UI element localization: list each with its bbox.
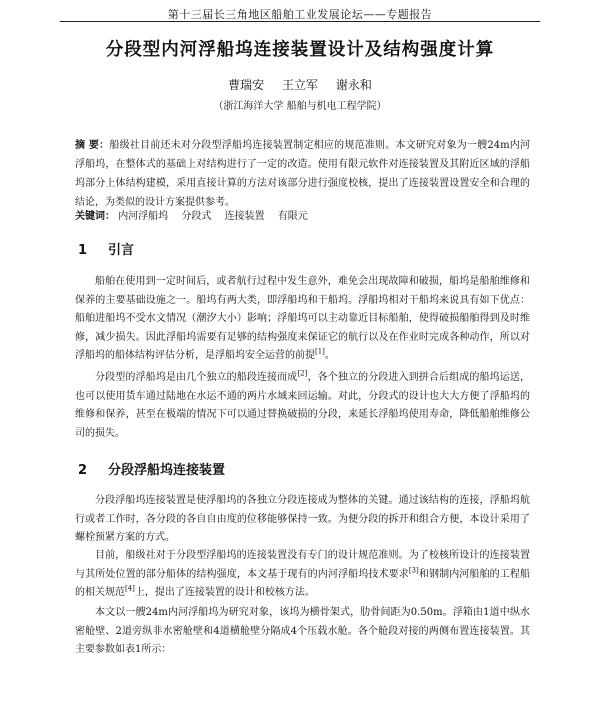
keyword: 连接装置 xyxy=(224,211,265,222)
paragraph-text-mid: 和钢制内河船舶的工程船的相关规范 xyxy=(75,568,531,598)
header-divider xyxy=(60,21,540,22)
section-title: 分段浮船坞连接装置 xyxy=(108,463,226,478)
author-list xyxy=(0,76,600,93)
body-paragraph xyxy=(75,369,530,443)
citation: [3] xyxy=(408,566,419,575)
body-paragraph xyxy=(75,273,530,366)
author-name: 王立军 xyxy=(281,78,318,92)
paragraph-text: 分段型的浮船坞是由几个独立的船段连接而成 xyxy=(95,372,298,383)
abstract xyxy=(75,136,530,212)
citation: [2] xyxy=(297,369,308,378)
paragraph-text: 分段浮船坞连接装置是使浮船坞的各独立分段连接成为整体的关键。通过该结构的连接，浮船坞航行或者工作时，各分段的各自自由度的位移能够保持一致。为便分段的拆开和组合方便，本设计采用了螺栓预紧方案的方式。 xyxy=(75,495,530,543)
section-number: 2 xyxy=(78,463,88,478)
keyword: 内河浮船坞 xyxy=(118,211,169,222)
section-title: 引言 xyxy=(108,243,135,258)
body-paragraph xyxy=(75,547,530,603)
paragraph-end: 。 xyxy=(324,350,335,361)
keywords-label: 关键词： xyxy=(75,211,115,222)
abstract-label: 摘 要： xyxy=(75,140,110,151)
paragraph-end: ，各个独立的分段进入到拼合后组成的船坞运送，也可以使用货车通过陆地在水运不通的两片水域来回运输。对此，分段式的设计也大大方便了浮船坞的维修和保养，甚至在极端的情况下可以通过替换破损的分段，来延长浮船坞使用寿命，降低船舶维修公司的损失。 xyxy=(75,372,531,439)
keyword: 有限元 xyxy=(277,211,308,222)
keywords xyxy=(75,209,530,225)
paper-title: 分段型内河浮船坞连接装置设计及结构强度计算 xyxy=(105,40,495,60)
paragraph-end: 上，提出了连接装置的设计和校核方法。 xyxy=(134,587,315,598)
paragraph-text: 船舶在使用到一定时间后，或者航行过程中发生意外，难免会出现故障和破损，船坞是船舶维修和保养的主要基础设施之一。船坞有两大类，即浮船坞和干船坞。浮船坞相对干船坞来说具有如下优点：船舶进船坞不受水文情况（潮汐大小）影响；浮船坞可以主动靠近目标船舶，使得破损船舶得到及时维修，减少损失。因此浮船坞需要有足够的结构强度来保证它的航行以及在作业时完成各种动作，所以对浮船坞的船体结构评估分析，是浮船坞安全运营的前提 xyxy=(75,276,530,361)
author-name: 谢永和 xyxy=(335,78,372,92)
abstract-text: 船级社目前还未对分段型浮船坞连接装置制定相应的规范准则。本文研究对象为一艘24m内河浮船坞，在整体式的基础上对结构进行了一定的改造。使用有限元软件对连接装置及其附近区域的浮船坞部分上体结构建模，采用直接计算的方法对该部分进行强度校核，提出了连接装置设置安全和合理的结论，为类似的设计方案提供参考。 xyxy=(75,140,530,208)
body-paragraph xyxy=(75,604,530,660)
author-name: 曹瑞安 xyxy=(228,78,265,92)
affiliation: （浙江海洋大学 船舶与机电工程学院） xyxy=(213,101,387,112)
body-paragraph xyxy=(75,492,530,548)
keyword: 分段式 xyxy=(181,211,212,222)
section-heading xyxy=(78,239,134,258)
section-heading xyxy=(78,459,225,478)
citation: [4] xyxy=(125,584,135,593)
section-number: 1 xyxy=(78,243,88,258)
paragraph-text: 目前，船级社对于分段型浮船坞的连接装置没有专门的设计规范准则。为了校核所设计的连接装置与其所处位置的部分船体的结构强度，本文基于现有的内河浮船坞技术要求 xyxy=(75,550,530,580)
paragraph-text: 本文以一艘24m内河浮船坞为研究对象，该坞为横骨架式，肋骨间距为0.50m。浮箱由1道中纵水密舱壁、2道旁纵非水密舱壁和4道横舱壁分隔成4个压载水舱。各个舱段对接的两侧布置连接装置。其主要参数如表1所示： xyxy=(75,607,530,655)
running-header: 第十三届长三角地区船舶工业发展论坛——专题报告 xyxy=(167,8,433,21)
citation: [1] xyxy=(315,347,325,356)
